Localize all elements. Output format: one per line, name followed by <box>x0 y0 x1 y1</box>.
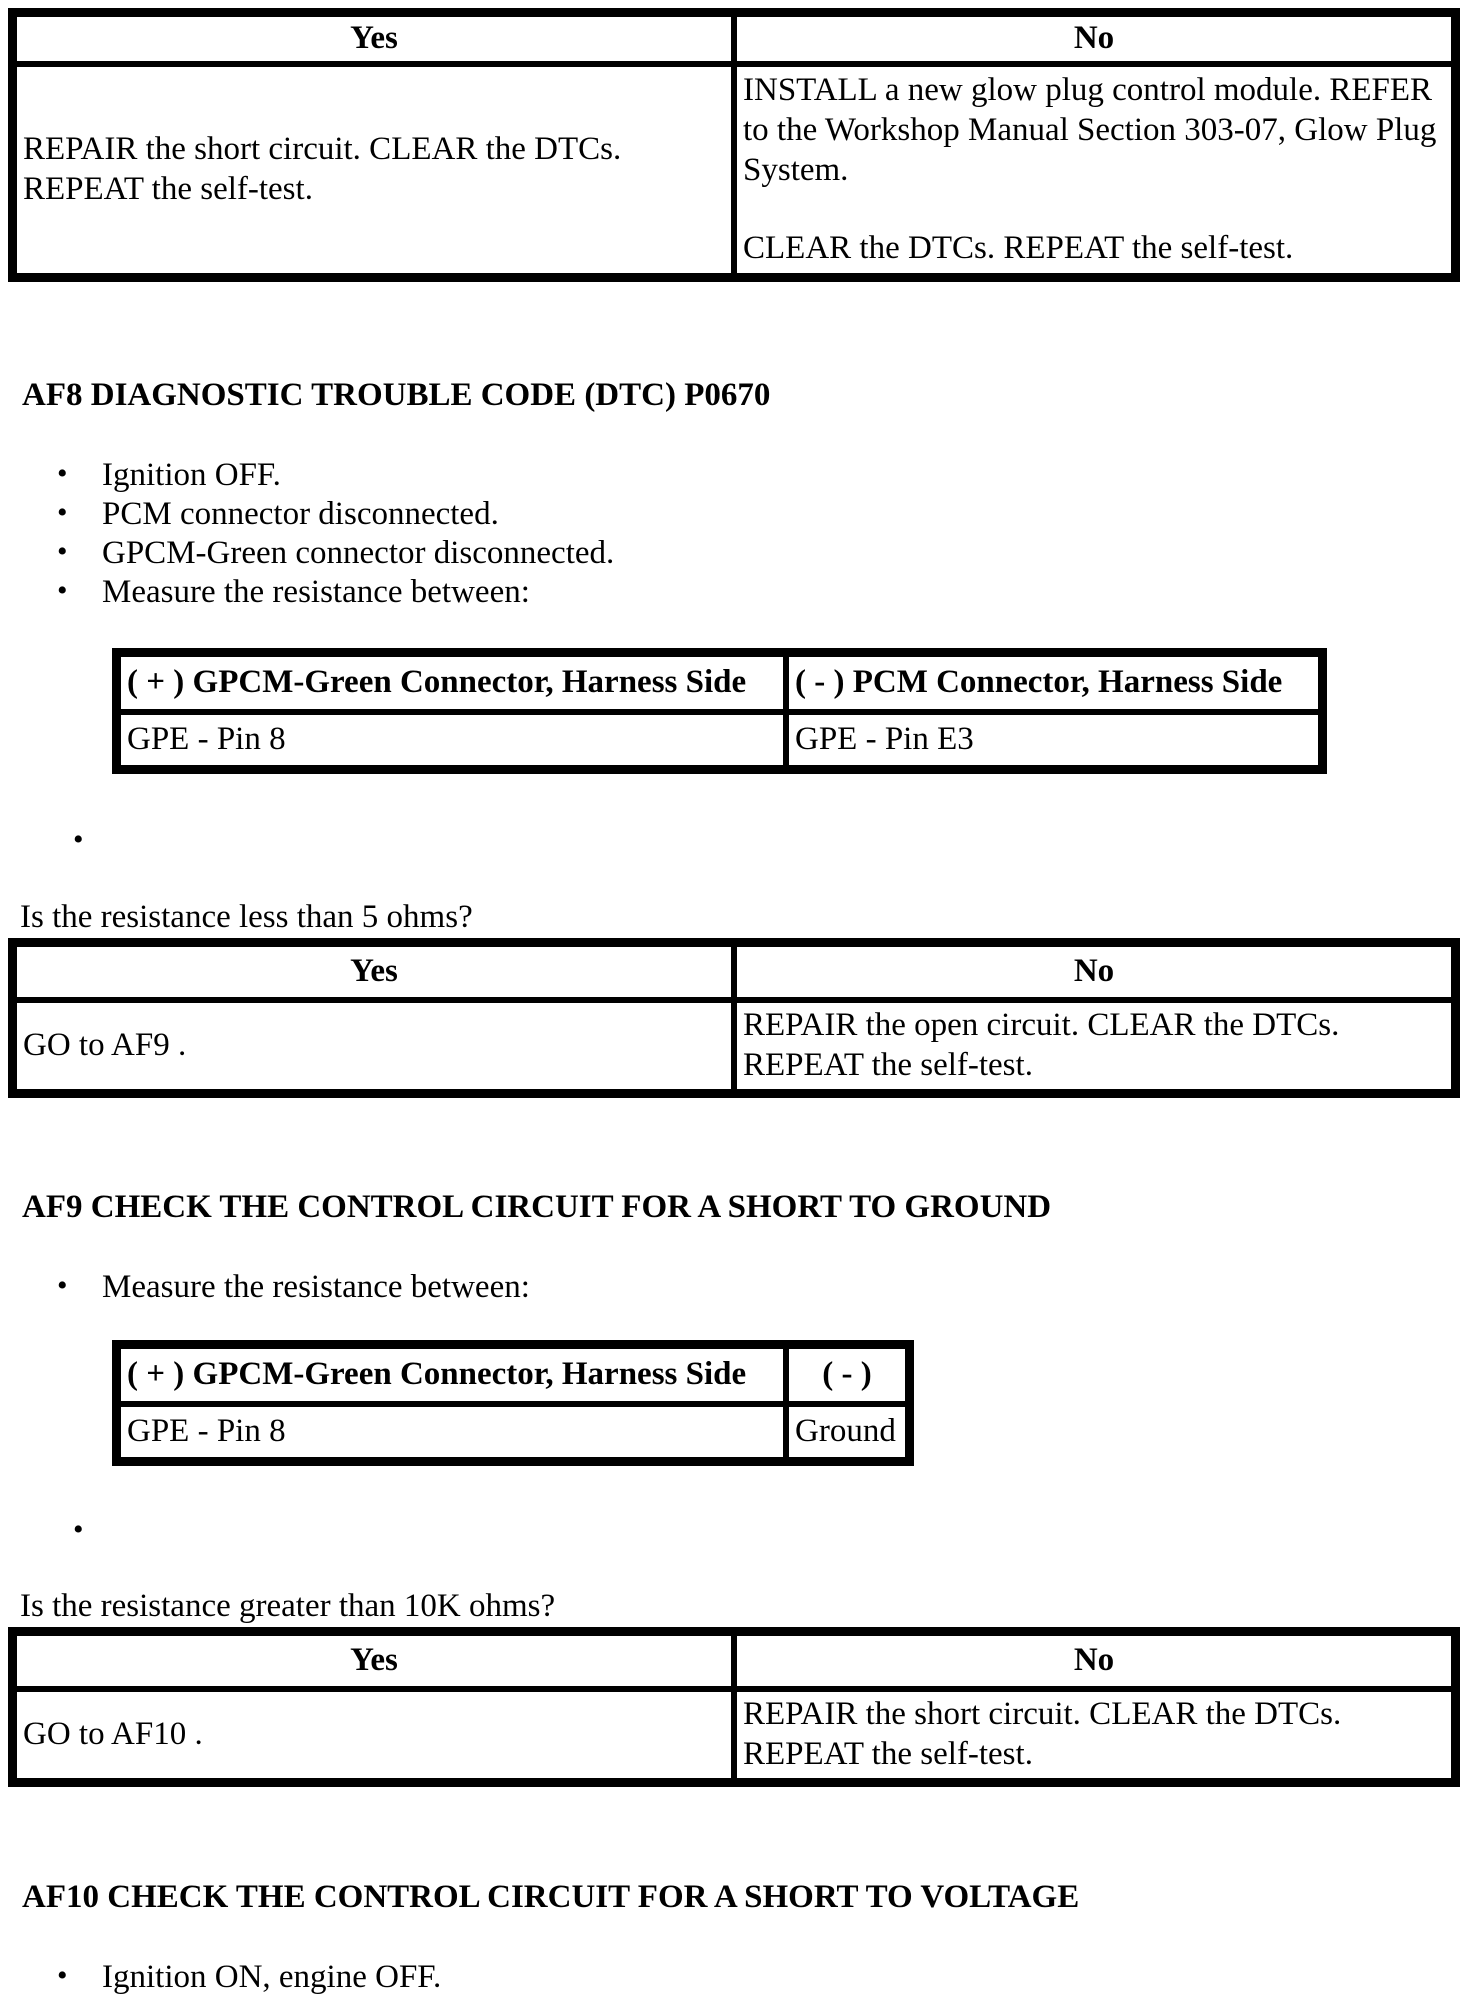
af10-heading: AF10 CHECK THE CONTROL CIRCUIT FOR A SHORT TO VOLTAGE <box>22 1879 1080 1915</box>
af9-result-table <box>8 1627 1460 1787</box>
empty-bullet: • <box>73 823 84 856</box>
meas-cell: Ground <box>786 1404 908 1460</box>
list-item: • Measure the resistance between: <box>0 573 1400 612</box>
list-item: • Ignition ON, engine OFF. <box>0 1958 1400 1997</box>
list-item: • PCM connector disconnected. <box>0 495 1400 534</box>
no-text-2: CLEAR the DTCs. REPEAT the self-test. <box>743 230 1294 267</box>
list-item: • Ignition OFF. <box>0 456 1400 495</box>
yes-header: Yes <box>14 944 734 1000</box>
no-cell <box>734 64 1454 276</box>
no-text-1: INSTALL a new glow plug control module. REFER to the Workshop Manual Section 303-07, Glow Plug System. <box>743 72 1437 188</box>
meas-cell: GPE - Pin E3 <box>786 712 1321 768</box>
meas-header-negative: ( - ) <box>786 1346 908 1404</box>
af8-question: Is the resistance less than 5 ohms? <box>20 899 473 935</box>
af8-result-table <box>8 938 1460 1098</box>
meas-cell: GPE - Pin 8 <box>118 712 786 768</box>
yes-cell: GO to AF9 . <box>14 1000 734 1092</box>
yes-header: Yes <box>14 1633 734 1689</box>
yes-cell: GO to AF10 . <box>14 1689 734 1781</box>
meas-header-positive: ( + ) GPCM-Green Connector, Harness Side <box>118 1346 786 1404</box>
af9-question: Is the resistance greater than 10K ohms? <box>20 1588 556 1624</box>
af9-measurement-table <box>112 1340 914 1466</box>
af8-bullet-list <box>0 456 1400 612</box>
yes-header: Yes <box>14 14 734 64</box>
meas-cell: GPE - Pin 8 <box>118 1404 786 1460</box>
af8-measurement-table <box>112 648 1327 774</box>
af8-heading: AF8 DIAGNOSTIC TROUBLE CODE (DTC) P0670 <box>22 377 771 413</box>
top-result-table <box>8 8 1460 282</box>
no-cell: REPAIR the open circuit. CLEAR the DTCs. REPEAT the self-test. <box>734 1000 1454 1092</box>
meas-header-positive: ( + ) GPCM-Green Connector, Harness Side <box>118 654 786 712</box>
meas-header-negative: ( - ) PCM Connector, Harness Side <box>786 654 1321 712</box>
no-header: No <box>734 14 1454 64</box>
empty-bullet: • <box>73 1513 84 1546</box>
no-cell: REPAIR the short circuit. CLEAR the DTCs. REPEAT the self-test. <box>734 1689 1454 1781</box>
no-header: No <box>734 1633 1454 1689</box>
list-item: • Measure the resistance between: <box>0 1268 1400 1307</box>
no-header: No <box>734 944 1454 1000</box>
af9-bullet-list <box>0 1268 1400 1307</box>
af9-heading: AF9 CHECK THE CONTROL CIRCUIT FOR A SHORT TO GROUND <box>22 1189 1052 1225</box>
yes-cell <box>14 64 734 276</box>
list-item: • GPCM-Green connector disconnected. <box>0 534 1400 573</box>
yes-text: REPAIR the short circuit. CLEAR the DTCs. REPEAT the self-test. <box>23 131 622 207</box>
af10-bullet-list <box>0 1958 1400 1997</box>
